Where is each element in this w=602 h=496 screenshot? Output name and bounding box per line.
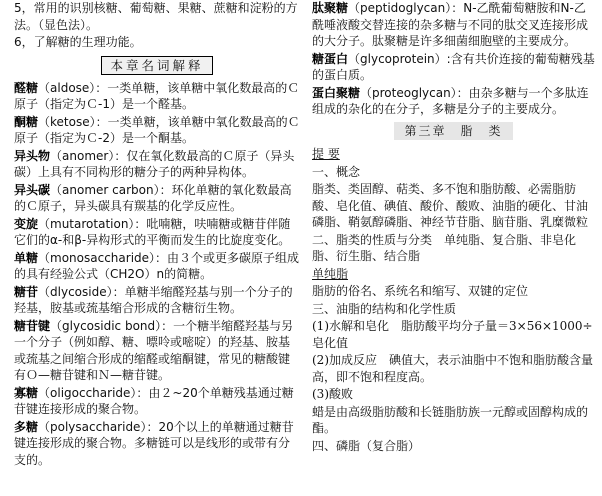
term-name: 异头物	[14, 148, 51, 163]
term-entry	[14, 216, 300, 249]
term-definition: （monosaccharide）：由３个或更多碳原子组成的具有经验公式（CH2O）n的简糖。	[14, 250, 300, 281]
outline-line: 脂类、类固醇、萜类、多不饱和脂肪酸、必需脂肪酸、皂化值、碘值、酸价、酸败、油脂的硬化、甘油磷脂、鞘氨醇磷脂、神经节苷脂、脑苷脂、乳糜微粒	[312, 182, 589, 229]
term-name: 肽聚糖	[312, 1, 349, 15]
term-definition: （proteoglycan）：由杂多糖与一个多肽连组成的杂化的在分子，多糖是分子的主要成分。	[312, 85, 589, 116]
term-definition: （dlycoside）：单糖半缩醛羟基与别一个分子的羟基，胺基或巯基缩合形成的含糖衍生物。	[14, 284, 293, 315]
outline-body	[312, 146, 595, 454]
term-name: 酮糖	[14, 114, 39, 129]
outline-line: (3)酸败	[312, 387, 353, 401]
term-name: 寡糖	[14, 385, 39, 400]
term-name: 蛋白聚糖	[312, 85, 361, 100]
term-entry	[14, 419, 300, 469]
term-entry	[14, 182, 300, 215]
right-column	[312, 0, 595, 455]
term-entry	[14, 385, 300, 418]
outline-line: 二、脂类的性质与分类 单纯脂、复合脂、非皂化脂、衍生脂、结合脂	[312, 232, 577, 263]
term-definition: （glycosidic bond）：一个糖半缩醛羟基与另一个分子（例如醇、糖、嘌呤或嘧啶）的羟基、胺基或巯基之间缩合形成的缩醛或缩酮键，常见的糖酸键有Ｏ—糖苷键和Ｎ—糖苷键。	[14, 318, 294, 382]
term-entry	[14, 318, 300, 384]
term-name: 变旋	[14, 216, 39, 231]
term-entry	[312, 0, 595, 50]
term-name: 单糖	[14, 250, 39, 265]
term-name: 醛糖	[14, 80, 39, 95]
outline-line: (2)加成反应 碘值大，表示油脂中不饱和脂肪酸含量高，即不饱和程度高。	[312, 353, 594, 384]
outline-heading: 提 要	[312, 147, 340, 161]
term-definition: （anomer）：仅在氧化数最高的Ｃ原子（异头碳）上具有不同构形的糖分子的两种异构体。	[14, 148, 295, 179]
outline-line: (1)水解和皂化 脂肪酸平均分子量＝3×56×1000÷皂化值	[312, 319, 593, 350]
section-header-wrap	[14, 56, 300, 75]
term-entry	[14, 114, 300, 147]
term-definition: （peptidoglycan）：N-乙酰葡萄糖胺和N-乙酰唾液酸交替连接的杂多糖与不同的肽交叉连接形成的大分子。肽聚糖是许多细菌细胞壁的主要成分。	[312, 1, 589, 48]
term-definition: （oligoccharide）：由２~20个单糖残基通过糖苷键连接形成的聚合物。	[14, 385, 294, 416]
outline-line: 蜡是由高级脂肪酸和长链脂肪族一元醇或固醇构成的酯。	[312, 404, 589, 435]
term-entry	[14, 80, 300, 113]
outline-line: 脂肪的俗名、系统名和缩写、双键的定位	[312, 284, 529, 298]
section-header: 本章名词解释	[101, 56, 212, 75]
intro-line: 6，了解糖的生理功能。	[14, 35, 142, 49]
term-definition: （mutarotation）：吡喃糖，呋喃糖或糖苷伴随它们的α-和β-异构形式的平衡而发生的比旋度变化。	[14, 216, 291, 247]
term-name: 糖蛋白	[312, 51, 349, 66]
left-column	[14, 0, 300, 469]
term-entry	[14, 250, 300, 283]
term-entry	[312, 85, 595, 118]
outline-subheading: 单纯脂	[312, 266, 349, 281]
intro-line: 5，常用的识别核糖、葡萄糖、果糖、蔗糖和淀粉的方法。（显色法）。	[14, 1, 298, 32]
outline-line: 三、油脂的结构和化学性质	[312, 301, 457, 316]
term-entry	[312, 51, 595, 84]
chapter-title: 第三章 脂 类	[394, 122, 512, 141]
term-name: 异头碳	[14, 182, 51, 197]
chapter-title-wrap	[312, 122, 595, 141]
outline-line: 四、磷脂（复合脂）	[312, 438, 421, 453]
term-definition: （anomer carbon）：环化单糖的氧化数最高的Ｃ原子，异头碳具有羰基的化学反应性。	[14, 182, 292, 213]
term-definition: （glycoprotein）:含有共价连接的葡萄糖残基的蛋白质。	[312, 51, 595, 82]
term-definition: （ketose）：一类单糖，该单糖中氧化数最高的Ｃ原子（指定为Ｃ-2）是一个酮基。	[14, 114, 300, 145]
term-entry	[14, 284, 300, 317]
term-name: 多糖	[14, 419, 39, 434]
term-entry	[14, 148, 300, 181]
term-name: 糖苷	[14, 284, 39, 299]
term-definition: （polysaccharide）：20个以上的单糖通过糖苷键连接形成的聚合物。多糖链可以是线形的或带有分支的。	[14, 419, 294, 467]
term-definition: （aldose）：一类单糖，该单糖中氧化数最高的Ｃ原子（指定为Ｃ-1）是一个醛基。	[14, 80, 300, 111]
term-name: 糖苷键	[14, 318, 51, 333]
outline-line: 一、概念	[312, 164, 361, 179]
